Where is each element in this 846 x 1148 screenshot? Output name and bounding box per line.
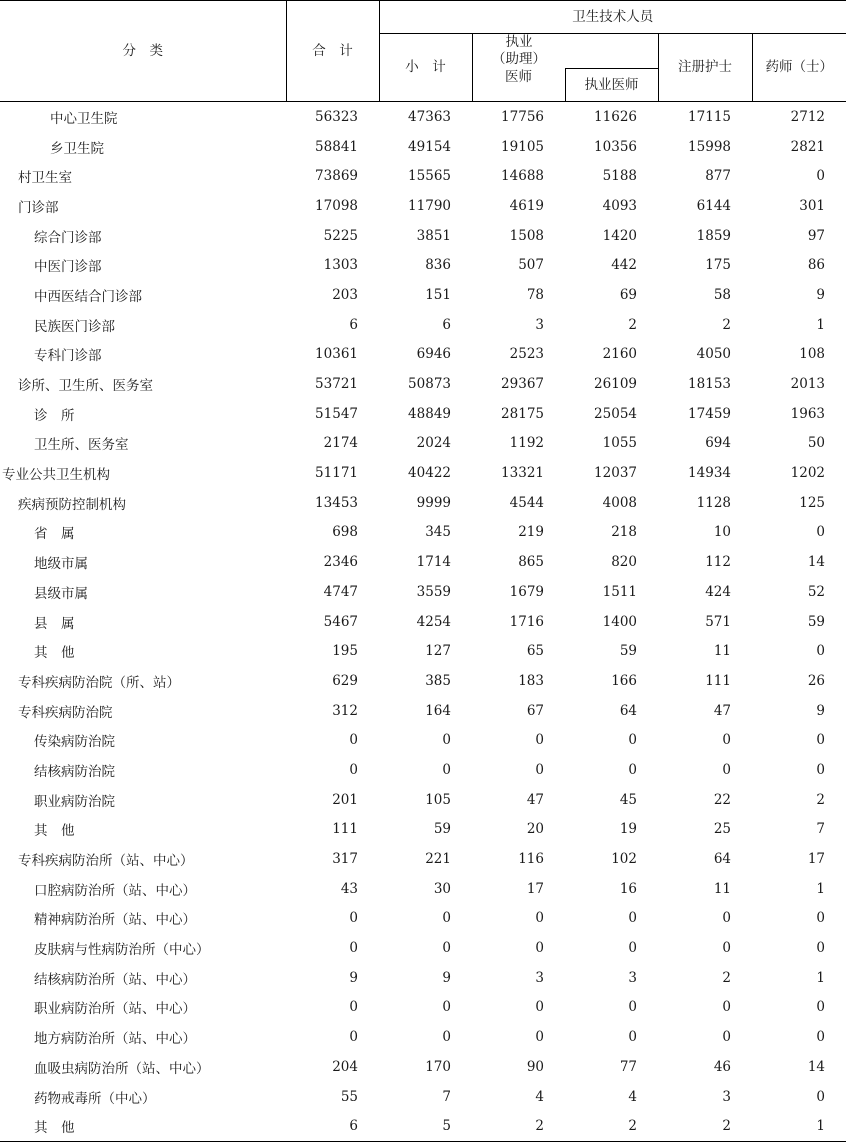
cell-physician: 1716 [509, 613, 544, 630]
cell-total: 0 [349, 732, 358, 749]
cell-subtotal: 1714 [416, 554, 451, 571]
cell-nurse: 694 [705, 435, 731, 452]
cell-nurse: 64 [713, 851, 731, 868]
table-row [0, 993, 846, 1023]
table-row [0, 488, 846, 518]
row-category: 其 他 [34, 823, 75, 840]
table-row [0, 399, 846, 429]
cell-pharmacist: 2821 [790, 138, 826, 155]
cell-physician: 2 [472, 1111, 565, 1141]
cell-pharmacist: 86 [807, 257, 826, 274]
cell-physician: 17 [526, 880, 544, 897]
cell-pharmacist: 59 [807, 613, 826, 630]
cell-physician: 865 [518, 554, 544, 571]
cell-physician: 507 [518, 257, 544, 274]
cell-subtotal: 105 [425, 791, 451, 808]
cell-nurse: 47 [713, 702, 731, 719]
cell-licensed-physician: 26109 [594, 376, 637, 393]
cell-pharmacist: 0 [816, 910, 826, 927]
table-row [0, 607, 846, 637]
header-physician-line1: 执业 [505, 34, 533, 50]
cell-physician: 90 [526, 1058, 544, 1075]
cell-pharmacist: 9 [816, 702, 826, 719]
cell-subtotal: 2024 [416, 435, 451, 452]
cell-nurse: 14934 [688, 465, 731, 482]
cell-nurse: 0 [722, 940, 731, 957]
cell-physician: 0 [535, 910, 544, 927]
row-category: 血吸虫病防治所（站、中心） [34, 1060, 210, 1077]
row-category: 中医门诊部 [34, 259, 102, 276]
cell-physician: 67 [526, 702, 544, 719]
cell-pharmacist: 0 [816, 761, 826, 778]
cell-pharmacist: 1202 [790, 465, 826, 482]
cell-nurse: 112 [705, 554, 731, 571]
cell-licensed-physician: 0 [628, 1029, 637, 1046]
cell-subtotal: 59 [433, 821, 451, 838]
cell-nurse: 1859 [696, 227, 731, 244]
row-category: 传染病防治院 [34, 734, 115, 751]
cell-pharmacist: 17 [807, 851, 826, 868]
row-category: 诊 所 [34, 407, 75, 424]
cell-subtotal: 345 [425, 524, 451, 541]
cell-nurse: 58 [713, 286, 731, 303]
cell-nurse: 2 [722, 969, 731, 986]
cell-subtotal: 151 [425, 286, 451, 303]
cell-physician: 0 [535, 999, 544, 1016]
cell-subtotal: 0 [442, 910, 451, 927]
cell-pharmacist: 14 [807, 554, 826, 571]
cell-nurse: 877 [705, 168, 731, 185]
table-row [0, 191, 846, 221]
cell-pharmacist: 2712 [790, 108, 826, 125]
table-row [0, 369, 846, 399]
cell-total: 5225 [323, 227, 358, 244]
cell-physician: 1508 [509, 227, 544, 244]
row-category: 中心卫生院 [50, 110, 118, 127]
row-category: 职业病防治院 [34, 793, 115, 810]
table-row [0, 429, 846, 459]
cell-physician: 14688 [501, 168, 544, 185]
cell-nurse: 17459 [688, 405, 731, 422]
cell-physician: 0 [535, 732, 544, 749]
cell-total: 0 [349, 999, 358, 1016]
cell-subtotal: 3851 [416, 227, 451, 244]
cell-pharmacist: 9 [816, 286, 826, 303]
table-row [0, 102, 846, 132]
cell-total: 698 [332, 524, 358, 541]
cell-licensed-physician: 102 [611, 851, 637, 868]
cell-physician: 29367 [501, 376, 544, 393]
table-row [0, 280, 846, 310]
row-category: 中西医结合门诊部 [34, 288, 142, 305]
cell-physician: 1679 [509, 583, 544, 600]
table-row [0, 636, 846, 666]
cell-nurse: 1128 [696, 494, 731, 511]
table-row [0, 1052, 846, 1082]
row-category: 专科门诊部 [34, 348, 102, 365]
cell-physician: 4 [535, 1088, 544, 1105]
row-category: 专业公共卫生机构 [2, 467, 110, 484]
cell-licensed-physician: 2160 [602, 346, 637, 363]
cell-pharmacist: 1963 [790, 405, 826, 422]
row-category: 专科疾病防治所（站、中心） [18, 853, 194, 870]
cell-total: 56323 [315, 108, 358, 125]
row-category: 其 他 [0, 1111, 286, 1141]
cell-physician: 28175 [501, 405, 544, 422]
row-category: 地方病防治所（站、中心） [34, 1031, 196, 1048]
cell-licensed-physician: 1055 [602, 435, 637, 452]
cell-pharmacist: 0 [816, 168, 826, 185]
cell-nurse: 4050 [696, 346, 731, 363]
cell-nurse: 22 [713, 791, 731, 808]
table-row [0, 518, 846, 548]
cell-subtotal: 6 [442, 316, 451, 333]
cell-total: 43 [340, 880, 358, 897]
cell-total: 17098 [315, 197, 358, 214]
cell-physician: 0 [535, 1029, 544, 1046]
table-row [0, 904, 846, 934]
cell-nurse: 0 [722, 999, 731, 1016]
cell-nurse: 10 [713, 524, 731, 541]
cell-pharmacist: 0 [816, 1088, 826, 1105]
cell-licensed-physician: 4 [628, 1088, 637, 1105]
table-row [0, 725, 846, 755]
cell-nurse: 15998 [688, 138, 731, 155]
cell-subtotal: 0 [442, 1029, 451, 1046]
cell-nurse: 46 [713, 1058, 731, 1075]
cell-subtotal: 3559 [416, 583, 451, 600]
cell-physician: 0 [535, 940, 544, 957]
header-total: 合 计 [286, 1, 379, 102]
cell-physician: 47 [526, 791, 544, 808]
cell-licensed-physician: 77 [619, 1058, 637, 1075]
row-category: 口腔病防治所（站、中心） [34, 882, 196, 899]
cell-pharmacist: 0 [816, 999, 826, 1016]
cell-nurse: 0 [722, 761, 731, 778]
cell-total: 0 [349, 1029, 358, 1046]
cell-physician: 1192 [509, 435, 544, 452]
cell-total: 53721 [315, 376, 358, 393]
table-row [0, 340, 846, 370]
cell-total: 6 [286, 1111, 379, 1141]
cell-total: 317 [332, 851, 358, 868]
row-category: 地级市属 [34, 556, 88, 573]
cell-subtotal: 221 [425, 851, 451, 868]
cell-physician: 78 [526, 286, 544, 303]
header-subtotal: 小 计 [379, 34, 472, 102]
row-category: 乡卫生院 [50, 140, 104, 157]
cell-total: 0 [349, 910, 358, 927]
cell-licensed-physician: 3 [628, 969, 637, 986]
cell-subtotal: 5 [379, 1111, 472, 1141]
cell-pharmacist: 97 [807, 227, 826, 244]
header-nurse: 注册护士 [658, 34, 752, 102]
cell-physician: 219 [518, 524, 544, 541]
table-row [0, 1022, 846, 1052]
cell-licensed-physician: 64 [619, 702, 637, 719]
row-category: 职业病防治所（站、中心） [34, 1001, 196, 1018]
cell-pharmacist: 125 [799, 494, 826, 511]
header-physician [472, 34, 658, 69]
cell-total: 73869 [315, 168, 358, 185]
cell-total: 55 [340, 1088, 358, 1105]
cell-total: 4747 [323, 583, 358, 600]
cell-total: 203 [332, 286, 358, 303]
cell-pharmacist: 0 [816, 1029, 826, 1046]
cell-subtotal: 0 [442, 999, 451, 1016]
cell-licensed-physician: 12037 [594, 465, 637, 482]
cell-physician: 20 [526, 821, 544, 838]
table-row [0, 696, 846, 726]
cell-nurse: 25 [713, 821, 731, 838]
cell-physician: 17756 [501, 108, 544, 125]
cell-nurse: 11 [713, 643, 731, 660]
cell-physician: 116 [518, 851, 544, 868]
cell-subtotal: 40422 [408, 465, 451, 482]
cell-licensed-physician: 166 [611, 672, 637, 689]
row-category: 结核病防治院 [34, 763, 115, 780]
cell-subtotal: 30 [433, 880, 451, 897]
cell-pharmacist: 108 [799, 346, 826, 363]
header-licensed-physician: 执业医师 [565, 69, 658, 102]
cell-total: 2346 [323, 554, 358, 571]
cell-licensed-physician: 820 [611, 554, 637, 571]
cell-licensed-physician: 45 [619, 791, 637, 808]
header-category: 分 类 [0, 1, 286, 102]
table-row [0, 666, 846, 696]
cell-pharmacist: 0 [816, 524, 826, 541]
cell-licensed-physician: 1400 [602, 613, 637, 630]
cell-licensed-physician: 1420 [602, 227, 637, 244]
cell-licensed-physician: 2 [628, 316, 637, 333]
cell-pharmacist: 0 [816, 643, 826, 660]
table-row [0, 577, 846, 607]
cell-nurse: 17115 [688, 108, 731, 125]
cell-subtotal: 6946 [416, 346, 451, 363]
cell-licensed-physician: 0 [628, 732, 637, 749]
header-physician-line3: 医师 [472, 69, 565, 102]
cell-licensed-physician: 0 [628, 761, 637, 778]
cell-total: 9 [349, 969, 358, 986]
header-pharmacist: 药师（士） [752, 34, 846, 102]
cell-subtotal: 11790 [408, 197, 451, 214]
cell-subtotal: 385 [425, 672, 451, 689]
cell-nurse: 571 [705, 613, 731, 630]
cell-total: 51547 [315, 405, 358, 422]
cell-pharmacist: 0 [816, 732, 826, 749]
table-row [0, 547, 846, 577]
cell-nurse: 2 [658, 1111, 752, 1141]
cell-physician: 0 [535, 761, 544, 778]
row-category: 结核病防治所（站、中心） [34, 971, 196, 988]
table-row [0, 458, 846, 488]
cell-physician: 13321 [501, 465, 544, 482]
cell-total: 51171 [315, 465, 358, 482]
cell-licensed-physician: 4008 [602, 494, 637, 511]
cell-pharmacist: 1 [816, 969, 826, 986]
cell-total: 10361 [315, 346, 358, 363]
row-category: 综合门诊部 [34, 229, 102, 246]
cell-nurse: 0 [722, 1029, 731, 1046]
cell-physician: 2523 [509, 346, 544, 363]
cell-pharmacist: 2 [816, 791, 826, 808]
cell-licensed-physician: 4093 [602, 197, 637, 214]
cell-licensed-physician: 25054 [594, 405, 637, 422]
cell-physician: 3 [535, 316, 544, 333]
cell-total: 6 [349, 316, 358, 333]
row-category: 村卫生室 [18, 170, 72, 187]
row-category: 县 属 [34, 615, 75, 632]
cell-nurse: 3 [722, 1088, 731, 1105]
row-category: 皮肤病与性病防治所（中心） [34, 942, 210, 959]
cell-subtotal: 7 [442, 1088, 451, 1105]
cell-subtotal: 15565 [408, 168, 451, 185]
cell-total: 0 [349, 761, 358, 778]
header-physician-line2: （助理） [492, 51, 546, 67]
row-category: 精神病防治所（站、中心） [34, 912, 196, 929]
cell-subtotal: 164 [425, 702, 451, 719]
cell-pharmacist: 2013 [790, 376, 826, 393]
cell-nurse: 6144 [696, 197, 731, 214]
cell-total: 629 [332, 672, 358, 689]
cell-total: 2174 [323, 435, 358, 452]
cell-physician: 4619 [509, 197, 544, 214]
table-row [0, 250, 846, 280]
cell-subtotal: 0 [442, 940, 451, 957]
cell-licensed-physician: 442 [611, 257, 637, 274]
table-row [0, 933, 846, 963]
table-row [0, 785, 846, 815]
table-row [0, 221, 846, 251]
cell-physician: 4544 [509, 494, 544, 511]
cell-pharmacist: 50 [807, 435, 826, 452]
row-category: 县级市属 [34, 585, 88, 602]
cell-total: 0 [349, 940, 358, 957]
cell-physician: 3 [535, 969, 544, 986]
row-category: 卫生所、医务室 [34, 437, 129, 454]
row-category: 药物戒毒所（中心） [34, 1090, 156, 1107]
cell-total: 5467 [323, 613, 358, 630]
cell-licensed-physician: 0 [628, 940, 637, 957]
cell-nurse: 175 [705, 257, 731, 274]
table-row [0, 310, 846, 340]
table-row [0, 1111, 846, 1141]
cell-nurse: 18153 [688, 376, 731, 393]
cell-total: 201 [332, 791, 358, 808]
cell-licensed-physician: 59 [619, 643, 637, 660]
cell-total: 312 [332, 702, 358, 719]
cell-subtotal: 4254 [416, 613, 451, 630]
table-row [0, 844, 846, 874]
cell-nurse: 111 [705, 672, 731, 689]
cell-subtotal: 47363 [408, 108, 451, 125]
cell-total: 13453 [315, 494, 358, 511]
cell-total: 204 [332, 1058, 358, 1075]
table-body [0, 102, 846, 1142]
table-header [0, 1, 846, 102]
cell-physician: 65 [526, 643, 544, 660]
cell-pharmacist: 301 [799, 197, 826, 214]
cell-total: 1303 [323, 257, 358, 274]
row-category: 门诊部 [18, 199, 59, 216]
cell-pharmacist: 1 [816, 316, 826, 333]
cell-licensed-physician: 11626 [594, 108, 637, 125]
table-row [0, 161, 846, 191]
cell-licensed-physician: 2 [565, 1111, 658, 1141]
row-category: 专科疾病防治院（所、站） [18, 674, 180, 691]
cell-pharmacist: 1 [816, 880, 826, 897]
cell-subtotal: 48849 [408, 405, 451, 422]
cell-subtotal: 49154 [408, 138, 451, 155]
cell-total: 58841 [315, 138, 358, 155]
cell-physician: 19105 [501, 138, 544, 155]
cell-physician: 183 [518, 672, 544, 689]
cell-licensed-physician: 19 [619, 821, 637, 838]
table-row [0, 1082, 846, 1112]
cell-pharmacist: 14 [807, 1058, 826, 1075]
row-category: 诊所、卫生所、医务室 [18, 378, 153, 395]
cell-pharmacist: 7 [816, 821, 826, 838]
cell-nurse: 2 [722, 316, 731, 333]
table-row [0, 132, 846, 162]
cell-subtotal: 9 [442, 969, 451, 986]
cell-pharmacist: 0 [816, 940, 826, 957]
cell-subtotal: 9999 [416, 494, 451, 511]
cell-subtotal: 127 [425, 643, 451, 660]
cell-licensed-physician: 16 [619, 880, 637, 897]
cell-nurse: 11 [713, 880, 731, 897]
row-category: 省 属 [34, 526, 75, 543]
cell-nurse: 0 [722, 910, 731, 927]
row-category: 专科疾病防治院 [18, 704, 113, 721]
cell-nurse: 424 [705, 583, 731, 600]
cell-licensed-physician: 218 [611, 524, 637, 541]
table-row [0, 815, 846, 845]
cell-subtotal: 836 [425, 257, 451, 274]
cell-pharmacist: 52 [807, 583, 826, 600]
cell-nurse: 0 [722, 732, 731, 749]
cell-licensed-physician: 0 [628, 910, 637, 927]
header-health-tech-staff: 卫生技术人员 [379, 1, 846, 34]
cell-total: 111 [332, 821, 358, 838]
cell-total: 195 [332, 643, 358, 660]
row-category: 其 他 [34, 645, 75, 662]
cell-licensed-physician: 1511 [602, 583, 637, 600]
cell-subtotal: 50873 [408, 376, 451, 393]
cell-subtotal: 170 [425, 1058, 451, 1075]
cell-subtotal: 0 [442, 732, 451, 749]
cell-subtotal: 0 [442, 761, 451, 778]
table-row [0, 874, 846, 904]
cell-licensed-physician: 69 [619, 286, 637, 303]
cell-pharmacist: 26 [807, 672, 826, 689]
table-row [0, 755, 846, 785]
row-category: 民族医门诊部 [34, 318, 115, 335]
row-category: 疾病预防控制机构 [18, 496, 126, 513]
cell-licensed-physician: 10356 [594, 138, 637, 155]
cell-licensed-physician: 0 [628, 999, 637, 1016]
cell-licensed-physician: 5188 [602, 168, 637, 185]
table-row [0, 963, 846, 993]
cell-pharmacist: 1 [752, 1111, 846, 1141]
